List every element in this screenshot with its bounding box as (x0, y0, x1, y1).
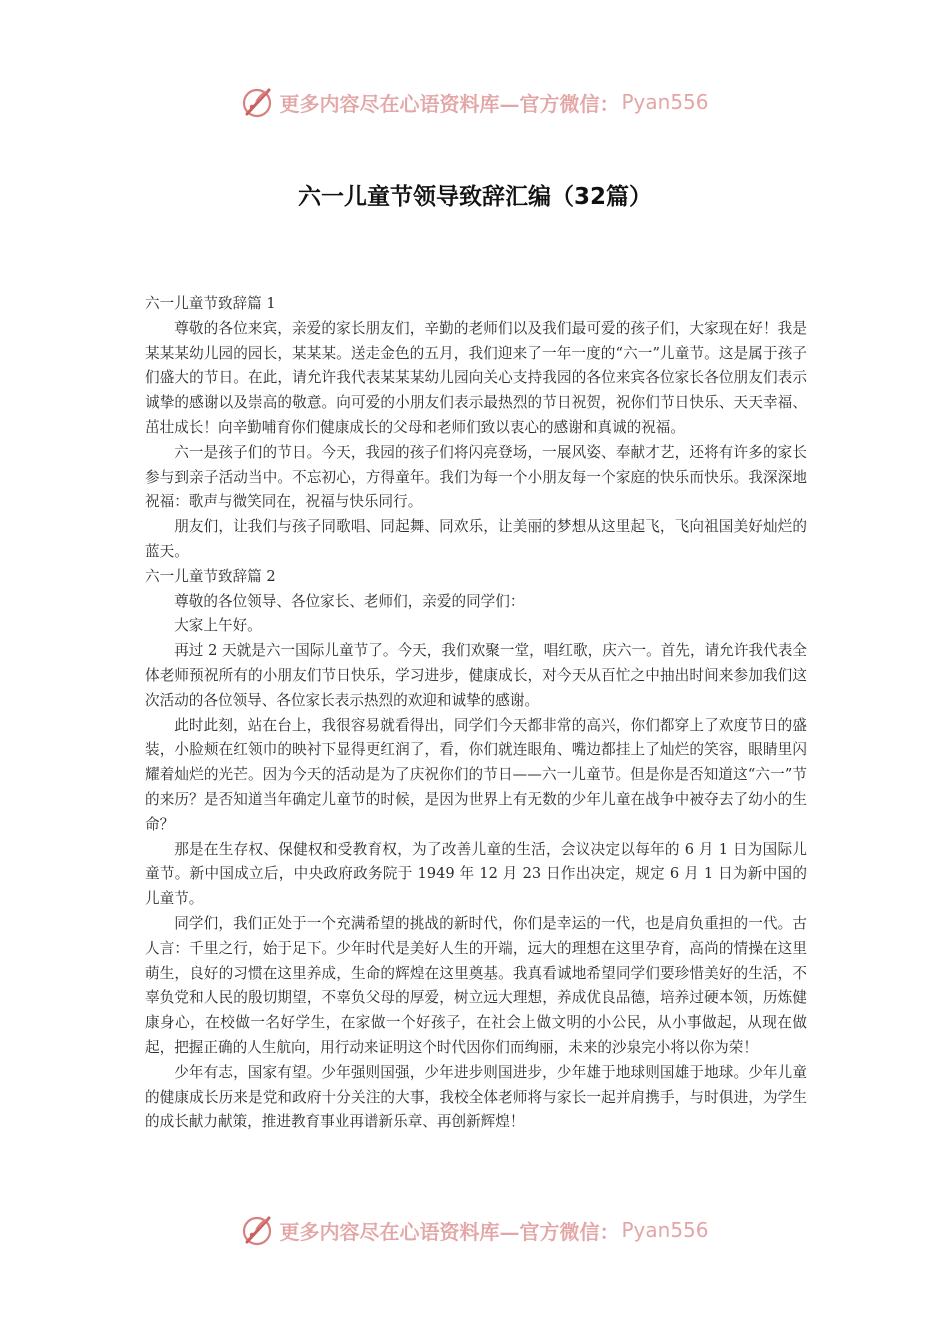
footer-watermark-banner (0, 1208, 950, 1252)
paragraph: 那是在生存权、保健权和受教育权，为了改善儿童的生活，会议决定以每年的 6 月 1 日为国际儿童节。新中国成立后，中央政府政务院于 1949 年 12 月 23 日作出决定，规定 6 月 1 日为新中国的儿童节。 (145, 840, 807, 908)
paragraph: 此时此刻，站在台上，我很容易就看得出，同学们今天都非常的高兴，你们都穿上了欢度节日的盛装，小脸颊在红领巾的映衬下显得更红润了，看，你们就连眼角、嘴边都挂上了灿烂的笑容，眼睛里闪耀着灿烂的光芒。因为今天的活动是为了庆祝你们的节日——六一儿童节。但是你是否知道这“六一”节的来历？是否知道当年确定儿童节的时候，是因为世界上有无数的少年儿童在战争中被夺去了幼小的生命？ (145, 716, 807, 833)
banner-wechat-id: Pyan556 (621, 90, 709, 114)
banner-wechat-id: Pyan556 (621, 1218, 709, 1242)
quill-logo-icon (241, 85, 275, 119)
paragraph: 同学们，我们正处于一个充满希望的挑战的新时代，你们是幸运的一代，也是肩负重担的一代。古人言：千里之行，始于足下。少年时代是美好人生的开端，远大的理想在这里孕育，高尚的情操在这里萌生，良好的习惯在这里养成，生命的辉煌在这里奠基。我真看诚地希望同学们要珍惜美好的生活，不辜负党和人民的殷切期望，不辜负父母的厚爱，树立远大理想，养成优良品德，培养过硬本领，历炼健康身心，在校做一名好学生，在家做一个好孩子，在社会上做文明的小公民，从小事做起，从现在做起，把握正确的人生航向，用行动来证明这个时代因你们而绚丽，未来的沙泉完小将以你为荣！ (145, 914, 807, 1056)
document-title: 六一儿童节领导致辞汇编（32篇） (297, 184, 652, 210)
section-heading: 六一儿童节致辞篇 1 (145, 295, 276, 312)
document-body (145, 292, 807, 1135)
paragraph: 尊敬的各位领导、各位家长、老师们，亲爱的同学们： (174, 592, 525, 610)
paragraph: 大家上午好。 (174, 617, 262, 635)
paragraph: 朋友们，让我们与孩子同歌唱、同起舞、同欢乐，让美丽的梦想从这里起飞，飞向祖国美好灿烂的蓝天。 (145, 518, 807, 560)
paragraph: 再过 2 天就是六一国际儿童节了。今天，我们欢聚一堂，唱红歌，庆六一。首先，请允许我代表全体老师预祝所有的小朋友们节日快乐，学习进步，健康成长，对今天从百忙之中抽出时间来参加我们这次活动的各位领导、各位家长表示热烈的欢迎和诚挚的感谢。 (145, 642, 807, 709)
banner-text: 更多内容尽在心语资料库—官方微信： (279, 1219, 620, 1244)
section-heading: 六一儿童节致辞篇 2 (145, 567, 276, 585)
paragraph: 尊敬的各位来宾，亲爱的家长朋友们，辛勤的老师们以及我们最可爱的孩子们，大家现在好！我是某某某幼儿园的园长，某某某。送走金色的五月，我们迎来了一年一度的“六一”儿童节。这是属于孩子们盛大的节日。在此，请允许我代表某某某幼儿园向关心支持我园的各位来宾各位家长各位朋友们表示诚挚的感谢以及崇高的敬意。向可爱的小朋友们表示最热烈的节日祝贺，祝你们节日快乐、天天幸福、茁壮成长！向辛勤哺育你们健康成长的父母和老师们致以衷心的感谢和真诚的祝福。 (145, 319, 807, 436)
header-watermark-banner (0, 80, 950, 124)
banner-text: 更多内容尽在心语资料库—官方微信： (279, 91, 620, 116)
paragraph: 六一是孩子们的节日。今天，我园的孩子们将闪亮登场，一展风姿、奉献才艺，还将有许多的家长参与到亲子活动当中。不忘初心，方得童年。我们为每一个小朋友每一个家庭的快乐而快乐。我深深地祝福：歌声与微笑同在，祝福与快乐同行。 (145, 443, 807, 511)
paragraph: 少年有志，国家有望。少年强则国强，少年进步则国进步，少年雄于地球则国雄于地球。少年儿童的健康成长历来是党和政府十分关注的大事，我校全体老师将与家长一起并肩携手，与时俱进，为学生的成长献力献策，推进教育事业再谱新乐章、再创新辉煌！ (145, 1063, 807, 1131)
quill-logo-icon (241, 1213, 275, 1247)
